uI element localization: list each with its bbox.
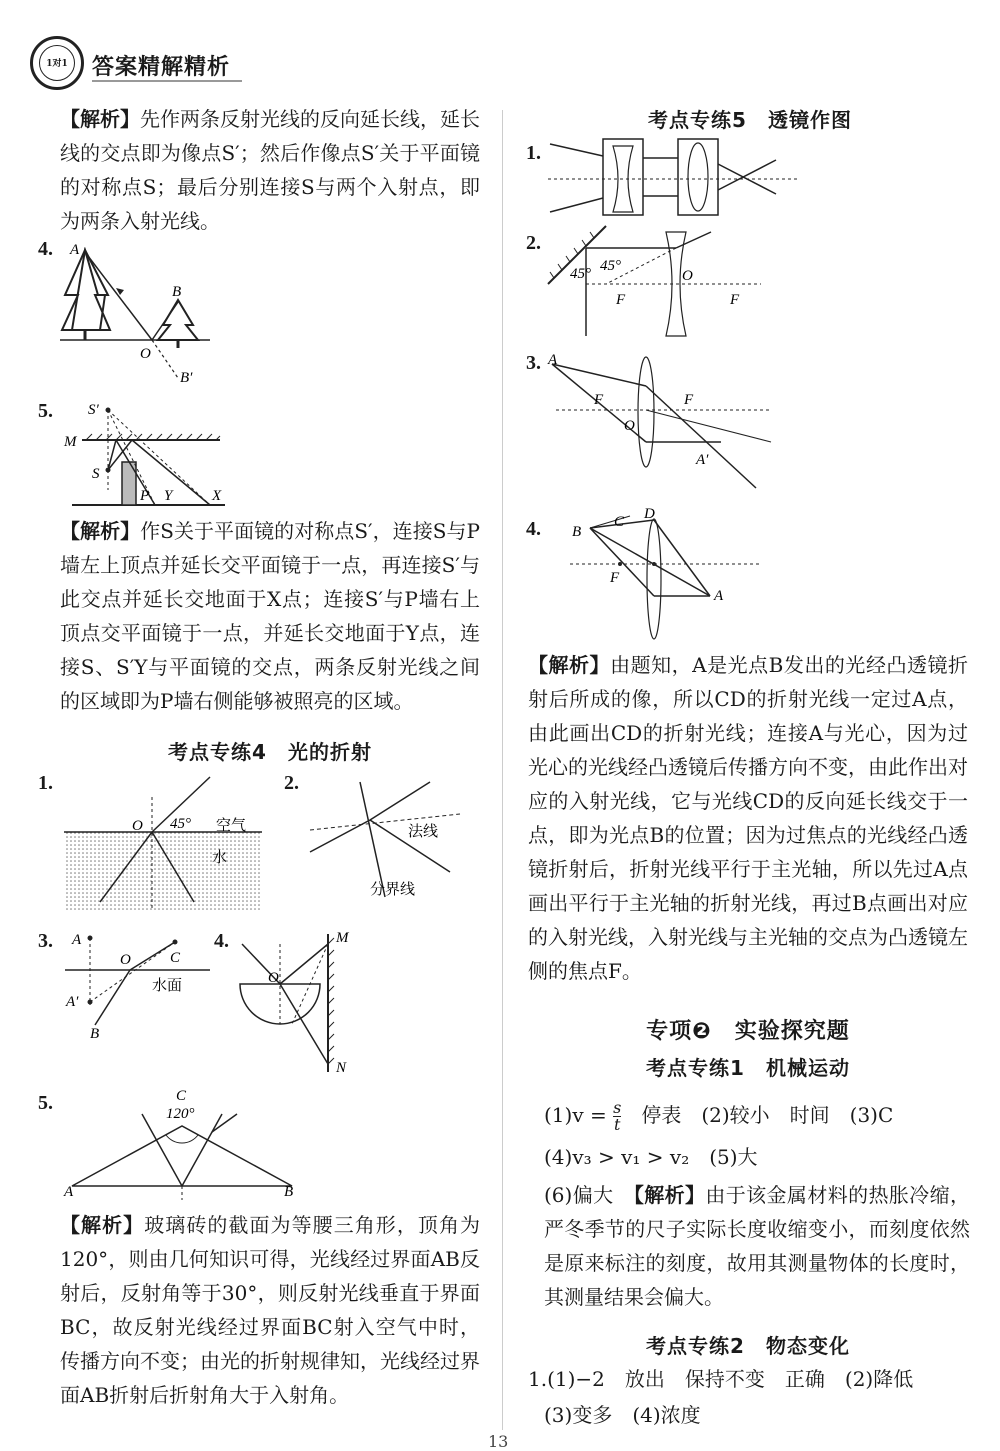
label-B: B: [572, 524, 582, 540]
label-A: A: [548, 352, 558, 368]
label-O: O: [624, 418, 635, 434]
label-A: A: [70, 242, 80, 258]
label-water: 水: [212, 848, 228, 866]
logo-text: 1对1: [39, 45, 75, 81]
label-Y: Y: [164, 488, 173, 504]
section-title-phase-change: 考点专练2 物态变化: [646, 1334, 850, 1358]
label-angle-1: 45°: [570, 266, 591, 282]
label-O: O: [120, 952, 131, 968]
label-B: B: [172, 284, 182, 300]
label-angle: 120°: [166, 1106, 195, 1122]
question-number: 2.: [526, 232, 541, 254]
label-O: O: [682, 268, 693, 284]
label-N: N: [336, 1060, 347, 1076]
label-S-prime: S′: [88, 402, 99, 418]
question-number: 3.: [38, 930, 53, 952]
label-B-prime: B′: [180, 370, 193, 386]
label-A: A: [714, 588, 724, 604]
header-rule: [92, 80, 242, 82]
label-angle-2: 45°: [600, 258, 621, 274]
explanation-q5: 【解析】作S关于平面镜的对称点S′，连接S与P墙左上顶点并延长交平面镜于一点，再连接S′与此交点并延长交地面于X点；连接S′与P墙右上顶点交平面镜于一点，并延长交地面于Y点，连接S、S′Y与平面镜的交点，两条反射光线之间的区域即为P墙右侧能够被照亮的区域。: [60, 519, 480, 713]
label-F-right: F: [730, 292, 740, 308]
answer-phase-line-2: (3)变多 (4)浓度: [544, 1403, 701, 1427]
question-number: 1.: [526, 142, 541, 164]
label-F-left: F: [594, 392, 604, 408]
label-S: S: [92, 466, 100, 482]
answer-motion-line-2: (4)v₃ > v₁ > v₂ (5)大: [544, 1145, 758, 1169]
section-title-lens: 考点专练5 透镜作图: [648, 108, 852, 132]
label-O: O: [132, 818, 143, 834]
label-O: O: [268, 970, 279, 986]
label-X: X: [212, 488, 222, 504]
figure-lens-1: [548, 134, 808, 224]
figure-lens-3: [546, 350, 776, 490]
label-C: C: [176, 1088, 187, 1104]
label-O: O: [140, 346, 151, 362]
answer-phase-line-1: 1.(1)−2 放出 保持不变 正确 (2)降低: [528, 1367, 914, 1391]
figure-lens-4: [570, 506, 770, 644]
column-divider: [502, 110, 503, 1430]
question-number: 5.: [38, 400, 53, 422]
question-number: 2.: [284, 772, 299, 794]
section-title-motion: 考点专练1 机械运动: [646, 1056, 850, 1080]
figure-refraction-4: [232, 924, 362, 1074]
header-title: 答案精解精析: [92, 55, 231, 80]
topic-title: 专项❷ 实验探究题: [646, 1019, 850, 1044]
label-F-left: F: [616, 292, 626, 308]
explanation-top: 【解析】先作两条反射光线的反向延长线，延长线的交点即为像点S′；然后作像点S′关于平面镜的对称点S；最后分别连接S与两个入射点，即为两条入射光线。: [60, 107, 480, 233]
label-C: C: [170, 950, 181, 966]
label-C: C: [614, 514, 625, 530]
label-M: M: [336, 930, 349, 946]
question-number: 4.: [526, 518, 541, 540]
answer-motion-line-1: (1)v = $\frac{s}{t}$ 停表 (2)较小 时间 (3)C: [544, 1098, 894, 1134]
figure-refraction-1: [62, 772, 272, 912]
label-A: A: [64, 1184, 74, 1200]
label-F-right: F: [684, 392, 694, 408]
label-M: M: [64, 434, 77, 450]
label-water-surface: 水面: [152, 976, 183, 994]
label-A: A: [72, 932, 82, 948]
label-interface: 分界线: [370, 880, 416, 898]
figure-lens-2: [546, 224, 766, 344]
question-number: 4.: [38, 238, 53, 260]
page-number: 13: [488, 1432, 509, 1451]
publisher-logo: [30, 36, 84, 90]
figure-reflection-trees: [60, 240, 220, 390]
section-title-refraction: 考点专练4 光的折射: [168, 740, 372, 764]
label-angle: 45°: [170, 816, 191, 832]
label-P: P: [140, 488, 150, 504]
question-number: 4.: [214, 930, 229, 952]
figure-refraction-2: [300, 772, 480, 902]
question-number: 5.: [38, 1092, 53, 1114]
label-normal: 法线: [408, 822, 439, 840]
explanation-l4: 【解析】由题知，A是光点B发出的光经凸透镜折射后所成的像，所以CD的折射光线一定过A点，由此画出CD的折射光线；连接A与光心，因为过光心的光线经凸透镜后传播方向不变，由此作出对应的入射光线，它与光线CD的反向延长线交于一点，即为光点B的位置；因为过焦点的光线经凸透镜折射后，折射光线平行于主光轴，所以先过A点画出平行于主光轴的折射光线，再过B点画出对应的入射光线，入射光线与主光轴的交点为凸透镜左侧的焦点F。: [528, 653, 969, 983]
label-A-prime: A′: [66, 994, 79, 1010]
question-number: 3.: [526, 352, 541, 374]
label-B: B: [90, 1026, 100, 1042]
answer-motion-line-3: (6)偏大 【解析】由于该金属材料的热胀冷缩，严冬季节的尺子实际长度收缩变小，而刻度依然是原来标注的刻度，故用其测量物体的长度时，其测量结果会偏大。: [544, 1183, 970, 1309]
figure-refraction-5: [62, 1084, 302, 1202]
label-B: B: [284, 1184, 294, 1200]
explanation-r5: 【解析】玻璃砖的截面为等腰三角形，顶角为120°，则由几何知识可得，光线经过界面AB反射后，反射角等于30°，则反射光线垂直于界面BC，故反射光线经过界面BC射入空气中时，传播方向不变；由光的折射规律知，光线经过界面AB折射后折射角大于入射角。: [60, 1213, 481, 1407]
label-A-prime: A′: [696, 452, 709, 468]
question-number: 1.: [38, 772, 53, 794]
label-F: F: [610, 570, 620, 586]
label-air: 空气: [216, 816, 247, 834]
label-D: D: [644, 506, 655, 522]
figure-refraction-3: [60, 930, 220, 1040]
figure-wall-mirror: [60, 400, 230, 510]
